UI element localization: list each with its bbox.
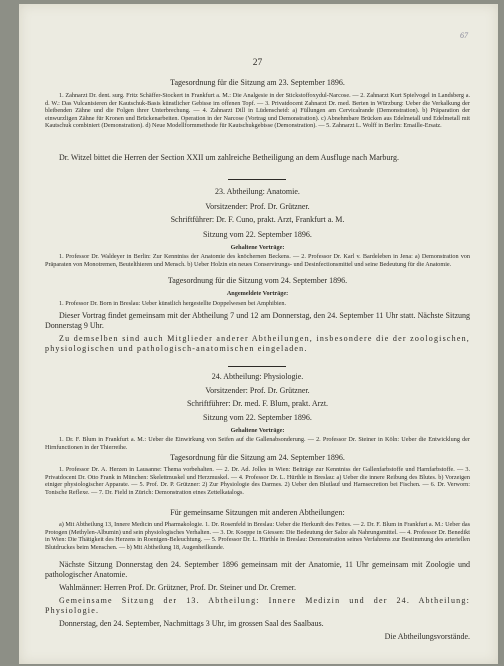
- centered-line: Vorsitzender: Prof. Dr. Grützner.: [205, 386, 310, 395]
- centered-line: 24. Abtheilung: Physiologie.: [211, 372, 304, 381]
- paragraph: Donnerstag, den 24. September, Nachmittags 3 Uhr, im grossen Saal des Saalbaus.: [59, 619, 324, 628]
- centered-line: Vorsitzender: Prof. Dr. Grützner.: [205, 202, 310, 211]
- centered-line: Für gemeinsame Sitzungen mit anderen Abtheilungen:: [170, 508, 345, 517]
- subheading: Angemeldete Vorträge:: [226, 290, 289, 297]
- section-divider: [228, 179, 286, 180]
- page-number: 27: [252, 58, 263, 68]
- document-page: [19, 4, 498, 664]
- centered-line: Schriftführer: Dr. F. Cuno, prakt. Arzt, Frankfurt a. M.: [170, 215, 345, 224]
- paragraph: Dieser Vortrag findet gemeinsam mit der Abtheilung 7 und 12 am Donnerstag, den 24. September 11 Uhr statt. Nächste Sitzung Donnerstag 9 Uhr.: [45, 311, 470, 330]
- page-content: [45, 4, 470, 664]
- centered-line: Tagesordnung für die Sitzung vom 24. September 1896.: [167, 276, 348, 285]
- paragraph: 1. Dr. F. Blum in Frankfurt a. M.: Ueber die Einwirkung von Seifen auf die Gallenabsonderung. — 2. Professor Dr. Steiner in Köln: Ueber die Entwicklung der Hirnfunctionen in der Thierreihe.: [45, 436, 470, 451]
- paragraph: Dr. Witzel bittet die Herren der Section XXII um zahlreiche Betheiligung an dem Ausfluge nach Marburg.: [59, 153, 399, 162]
- centered-line: 23. Abtheilung: Anatomie.: [215, 187, 300, 196]
- paragraph: Zu demselben sind auch Mitglieder anderer Abtheilungen, insbesondere die der zoologischen, physiologischen und pathologisch-anatomischen eingeladen.: [45, 334, 470, 353]
- paragraph: 1. Professor Dr. A. Herzen in Lausanne: Thema vorbehalten. — 2. Dr. Ad. Jolles in Wien: Beiträge zur Kenntniss der Gallenfarbstoffe und Harnfarbstoffe. — 3. Privatdocent Dr. Otto Frank in München: Skelettmuskel und Herzmuskel. — 4. Professor Dr. L. Hürthle in Breslau: a) Ueber die innere Reibung des Blutes. b) Vorzeigen einiger physiologischer Apparate. — 5. Prof. Dr. P. Grützner: 2) Zur Physiologie des Darmes. 2) Ueber den Blutlauf und Harnsecretion bei Fischen. — 6. Dr. Verworn: Tonische Reflexe. — 7. Dr. Field in Zürich: Demonstration eines Zettelkatalogs.: [45, 466, 470, 496]
- centered-line: Sitzung vom 22. September 1896.: [203, 413, 312, 422]
- subheading: Gehaltene Vorträge:: [230, 244, 285, 251]
- subheading: Gehaltene Vorträge:: [230, 427, 285, 434]
- paragraph: a) Mit Abtheilung 13, Innere Medicin und Pharmakologie. 1. Dr. Rosenfeld in Breslau: Ueber die Herkunft des Fettes. — 2. Dr. F. Blum in Frankfurt a. M.: Ueber das Protogen (Methylen-Albumin) und sein physiologisches Verhalten. — 3. Dr. Koeppe in Giessen: Die Bedeutung der Salze als Nahrungsmittel. — 4. Professor Dr. Benedikt in Wien: Die Thätigkeit des Herzens in Roentgen-Beleuchtung. — 5. Professor Dr. L. Hürthle in Breslau: Demonstration seines Verfahrens zur Bestimmung des arteriellen Blutdruckes beim Menschen. — b) Mit Abtheilung 18, Augenheilkunde.: [45, 521, 470, 551]
- paragraph: Nächste Sitzung Donnerstag den 24. September 1896 gemeinsam mit der Anatomie, 11 Uhr gemeinsam mit Zoologie und pathologischer Anatomie.: [45, 560, 470, 579]
- paragraph: Wahlmänner: Herren Prof. Dr. Grützner, Prof. Dr. Steiner und Dr. Cremer.: [59, 583, 296, 592]
- paragraph: 1. Professor Dr. Born in Breslau: Ueber künstlich hergestellte Doppelwesen bei Amphibien.: [59, 300, 287, 307]
- centered-line: Tagesordnung für die Sitzung am 23. September 1896.: [170, 78, 345, 87]
- paragraph: Die Abtheilungsvorstände.: [384, 632, 470, 641]
- folio-note: 67: [460, 31, 468, 40]
- centered-line: Schriftführer: Dr. med. F. Blum, prakt. Arzt.: [186, 399, 329, 408]
- centered-line: Sitzung vom 22. September 1896.: [203, 230, 312, 239]
- paragraph: 1. Professor Dr. Waldeyer in Berlin: Zur Kenntniss der Anatomie des knöchernen Beckens. — 2. Professor Dr. Karl v. Bardeleben in Jena: a) Demonstration von Präparaten von Monotremen, Beutelthieren und Mensch. b) Ueber Holzin ein neues Conservirungs- und Desinfectionsmittel und seine Bedeutung für die Anatomie.: [45, 253, 470, 268]
- section-divider: [228, 366, 286, 367]
- paragraph: 1. Zahnarzt Dr. dent. surg. Fritz Schäffer-Stockert in Frankfurt a. M.: Die Analgesie in der Stickstoffoxydul-Narcose. — 2. Zahnarzt Kurt Spielvogel in Landsberg a. d. W.: Das Vulcanisieren der Kautschuk-Basis künstlicher Gebisse im offenen Topf. — 3. Privatdocent Zahnarzt Dr. med. Berten in Würzburg: Ueber die Verkalkung der bleibenden Zähne und die Folgen ihrer Unterbrechung. — 4. Zahnarzt Dill in Lüdenscheid: a) Füllungen am Cervicalrande (Demonstration). b) Präparation der einwurzligen Zähne für Kronen und Brückenarbeiten. Operation in der Narcose (Vortrag und Demonstration). c) Abnehmbare Brücken aus Edelmetall und Edelmetall mit Kautschuk combiniert (Demonstration). d) Neue Modellformmethode für Kautschukgebisse (Demonstration). — 5. Zahnarzt L. Wolff in Berlin: Emaille-Ersatz.: [45, 92, 470, 130]
- centered-line: Tagesordnung für die Sitzung am 24. September 1896.: [170, 453, 345, 462]
- paragraph: Gemeinsame Sitzung der 13. Abtheilung: Innere Medizin und der 24. Abtheilung: Physiologie.: [45, 596, 470, 615]
